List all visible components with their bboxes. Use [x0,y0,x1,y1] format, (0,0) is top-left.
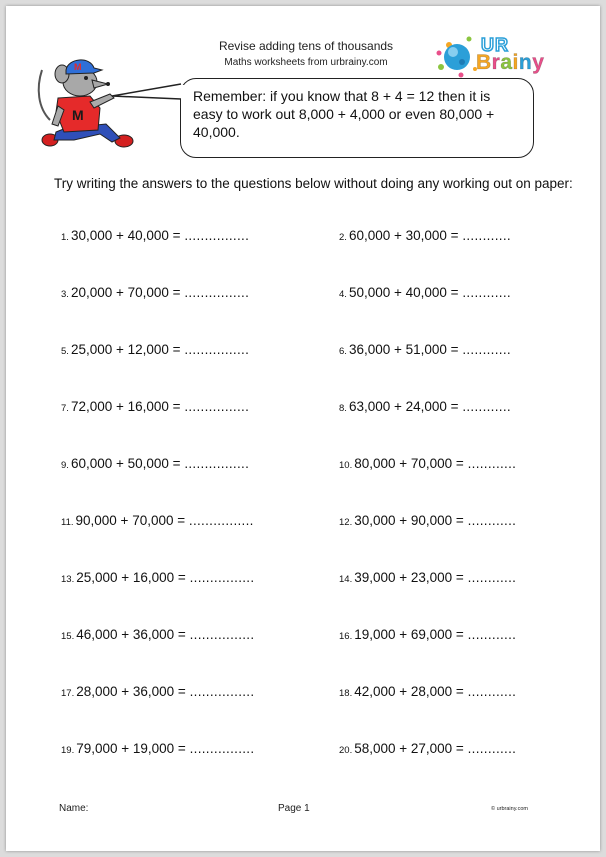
question-item [61,684,254,699]
worksheet-subtitle: Maths worksheets from urbrainy.com [224,57,388,68]
logo-letter: y [532,51,545,74]
answer-blank[interactable]: ................ [184,285,250,300]
question-number: 18. [339,688,353,699]
answer-blank[interactable]: ................ [184,456,250,471]
question-item [339,570,516,585]
question-number: 5. [61,346,69,357]
question-expression: 30,000 + 40,000 = [70,228,181,243]
question-expression: 25,000 + 12,000 = [70,342,181,357]
question-expression: 39,000 + 23,000 = [354,570,464,585]
question-item [61,570,254,585]
copyright-text: © urbrainy.com [491,806,528,812]
question-expression: 30,000 + 90,000 = [354,513,464,528]
answer-blank[interactable]: ................ [189,570,255,585]
question-number: 7. [61,403,69,414]
answer-blank[interactable]: ............ [467,456,517,471]
question-item [339,456,516,471]
question-item [339,342,511,357]
question-expression: 60,000 + 50,000 = [70,456,181,471]
question-expression: 36,000 + 51,000 = [348,342,459,357]
question-expression: 63,000 + 24,000 = [348,399,459,414]
logo-letter: r [491,51,501,74]
question-number: 14. [339,574,353,585]
answer-blank[interactable]: ................ [189,741,255,756]
question-number: 16. [339,631,353,642]
question-number: 11. [61,517,74,528]
logo-brainy-text [476,51,544,75]
answer-blank[interactable]: ................ [184,399,250,414]
question-number: 10. [339,460,353,471]
question-expression: 60,000 + 30,000 = [348,228,459,243]
question-number: 6. [339,346,347,357]
cap-letter: M [74,62,82,72]
worksheet-page [6,6,600,851]
question-item [339,684,516,699]
answer-blank[interactable]: ................ [184,342,250,357]
question-item [61,741,254,756]
question-expression: 28,000 + 36,000 = [76,684,186,699]
question-number: 3. [61,289,69,300]
question-expression: 20,000 + 70,000 = [70,285,181,300]
question-expression: 79,000 + 19,000 = [76,741,186,756]
instructions-text: Try writing the answers to the questions below without doing any working out on paper: [54,176,573,191]
question-expression: 90,000 + 70,000 = [75,513,186,528]
question-item [339,627,516,642]
answer-blank[interactable]: ............ [467,627,517,642]
answer-blank[interactable]: ............ [467,513,517,528]
worksheet-title: Revise adding tens of thousands [218,39,394,53]
logo-letter: a [500,51,513,74]
question-number: 2. [339,232,347,243]
question-item [339,741,516,756]
answer-blank[interactable]: ............ [467,741,517,756]
question-item [61,513,254,528]
logo-letter: n [518,51,533,74]
question-number: 15. [61,631,75,642]
question-expression: 25,000 + 16,000 = [76,570,186,585]
question-expression: 46,000 + 36,000 = [76,627,186,642]
speech-bubble [180,78,534,158]
shirt-letter: M [72,107,84,123]
answer-blank[interactable]: ................ [184,228,250,243]
question-item [61,399,249,414]
answer-blank[interactable]: ............ [462,342,511,357]
question-item [339,228,511,243]
answer-blank[interactable]: ................ [188,513,254,528]
question-number: 17. [61,688,75,699]
name-label: Name: [59,803,89,814]
question-number: 12. [339,517,353,528]
question-item [339,513,516,528]
question-number: 8. [339,403,347,414]
answer-blank[interactable]: ............ [462,399,511,414]
question-expression: 80,000 + 70,000 = [354,456,464,471]
question-expression: 42,000 + 28,000 = [354,684,464,699]
question-expression: 19,000 + 69,000 = [354,627,464,642]
question-item [61,456,249,471]
answer-blank[interactable]: ................ [189,627,255,642]
answer-blank[interactable]: ................ [189,684,255,699]
question-item [61,228,249,243]
speech-bubble-text: Remember: if you know that 8 + 4 = 12 then it is easy to work out 8,000 + 4,000 or even 80,000 + 40,000. [193,88,495,140]
question-expression: 50,000 + 40,000 = [348,285,459,300]
question-number: 13. [61,574,75,585]
question-item [339,285,511,300]
answer-blank[interactable]: ............ [462,285,511,300]
question-expression: 72,000 + 16,000 = [70,399,181,414]
speech-bubble-tail [112,82,192,112]
question-item [61,627,254,642]
question-item [61,285,249,300]
question-number: 20. [339,745,353,756]
answer-blank[interactable]: ............ [462,228,511,243]
header [156,39,456,70]
page-number: Page 1 [278,803,310,814]
question-number: 4. [339,289,347,300]
question-item [339,399,511,414]
question-number: 9. [61,460,69,471]
urbrainy-logo [431,31,551,81]
answer-blank[interactable]: ............ [467,684,517,699]
logo-letter: B [476,51,492,74]
question-item [61,342,249,357]
answer-blank[interactable]: ............ [467,570,517,585]
question-number: 1. [61,232,69,243]
question-expression: 58,000 + 27,000 = [354,741,464,756]
question-number: 19. [61,745,75,756]
logo-ur-text: UR [481,35,509,55]
logo-letter: i [512,51,519,74]
